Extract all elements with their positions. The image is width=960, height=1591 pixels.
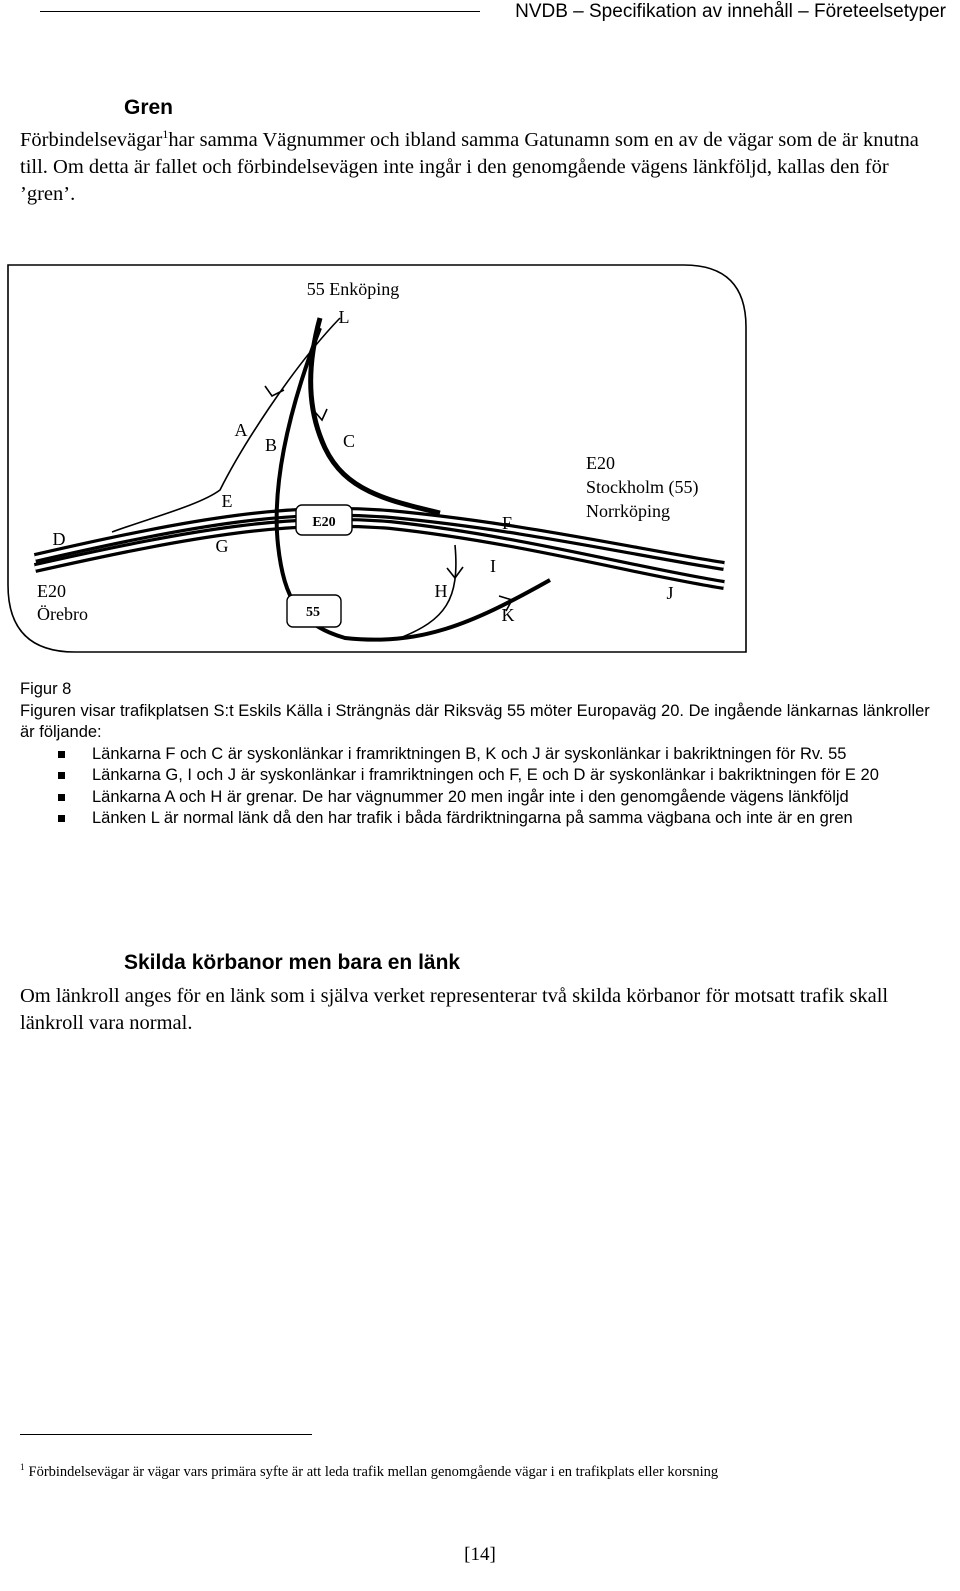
label-b: B — [264, 435, 278, 455]
list-item — [20, 787, 945, 809]
footnote-separator — [20, 1434, 312, 1435]
label-d: D — [52, 529, 66, 549]
bullet-square-icon — [58, 794, 65, 801]
label-k: K — [501, 605, 515, 625]
label-west-line1: E20 — [37, 581, 66, 601]
list-item-text: Länkarna G, I och J är syskonlänkar i framriktningen och F, E och D är syskonlänkar i bakriktningen för E 20 — [92, 766, 879, 784]
shield-e20-label: E20 — [312, 515, 336, 530]
header-rule — [40, 11, 480, 12]
list-item-text: Länken L är normal länk då den har trafik i båda färdriktningarna på samma vägbana och inte är en gren — [92, 809, 853, 827]
label-h: H — [434, 581, 448, 601]
footnote-text: Förbindelsevägar är vägar vars primära syfte är att leda trafik mellan genomgående vägar i en trafikplats eller korsning — [28, 1464, 719, 1480]
footnote-reference[interactable]: 1 — [162, 127, 169, 142]
link-h-branch — [400, 545, 456, 638]
gren-paragraph-rest: har samma Vägnummer och ibland samma Gatunamn som en av de vägar som de är knutna till. Om detta är fallet och förbindelsevägen inte ingår i den genomgående vägens länkföljd, kallas den för ’gren’. — [20, 129, 919, 205]
figure-label: Figur 8 — [20, 680, 72, 698]
gren-paragraph — [20, 127, 945, 208]
list-item — [20, 765, 945, 787]
label-east-line3: Norrköping — [586, 501, 670, 521]
section-heading-skilda-korbanor: Skilda körbanor men bara en länk — [124, 951, 461, 974]
label-a: A — [234, 420, 248, 440]
link-b-ramp — [277, 328, 550, 640]
shield-55-label: 55 — [306, 605, 320, 620]
label-g: G — [215, 536, 229, 556]
label-i: I — [490, 556, 496, 576]
label-c: C — [342, 431, 356, 451]
label-f: F — [501, 513, 513, 533]
running-header: NVDB – Specifikation av innehåll – Företeelsetyper — [515, 1, 946, 22]
list-item — [20, 744, 945, 766]
figure-caption — [20, 679, 945, 830]
diagram-frame — [8, 265, 746, 652]
label-l: L — [338, 307, 350, 327]
label-e: E — [221, 491, 233, 511]
gren-paragraph-start: Förbindelsevägar — [20, 129, 163, 151]
label-east-line1: E20 — [586, 453, 615, 473]
page-number: [14] — [464, 1544, 496, 1565]
label-east-line2: Stockholm (55) — [586, 477, 699, 497]
section-heading-gren: Gren — [124, 96, 174, 119]
bullet-square-icon — [58, 751, 65, 758]
link-role-list — [20, 744, 945, 830]
list-item-text: Länkarna F och C är syskonlänkar i framriktningen B, K och J är syskonlänkar i bakriktningen för Rv. 55 — [92, 744, 847, 763]
footnote-number: 1 — [20, 1462, 25, 1473]
arrow-on-a — [265, 386, 284, 396]
label-west-line2: Örebro — [37, 604, 88, 624]
interchange-diagram — [0, 255, 960, 665]
footnote — [20, 1463, 940, 1482]
bullet-square-icon — [58, 815, 65, 822]
bullet-square-icon — [58, 772, 65, 779]
label-top-road: 55 Enköping — [306, 279, 400, 299]
skilda-korbanor-paragraph: Om länkroll anges för en länk som i själva verket representerar två skilda körbanor för motsatt trafik skall länkroll vara normal. — [20, 985, 889, 1034]
figure-description: Figuren visar trafikplatsen S:t Eskils Källa i Strängnäs där Riksväg 55 möter Europaväg 20. De ingående länkarnas länkroller är följande: — [20, 701, 930, 741]
label-j: J — [666, 583, 674, 603]
list-item-text: Länkarna A och H är grenar. De har vägnummer 20 men ingår inte i den genomgående vägens länkföljd — [92, 787, 849, 806]
list-item — [20, 808, 945, 830]
link-l-road-55 — [311, 318, 440, 513]
